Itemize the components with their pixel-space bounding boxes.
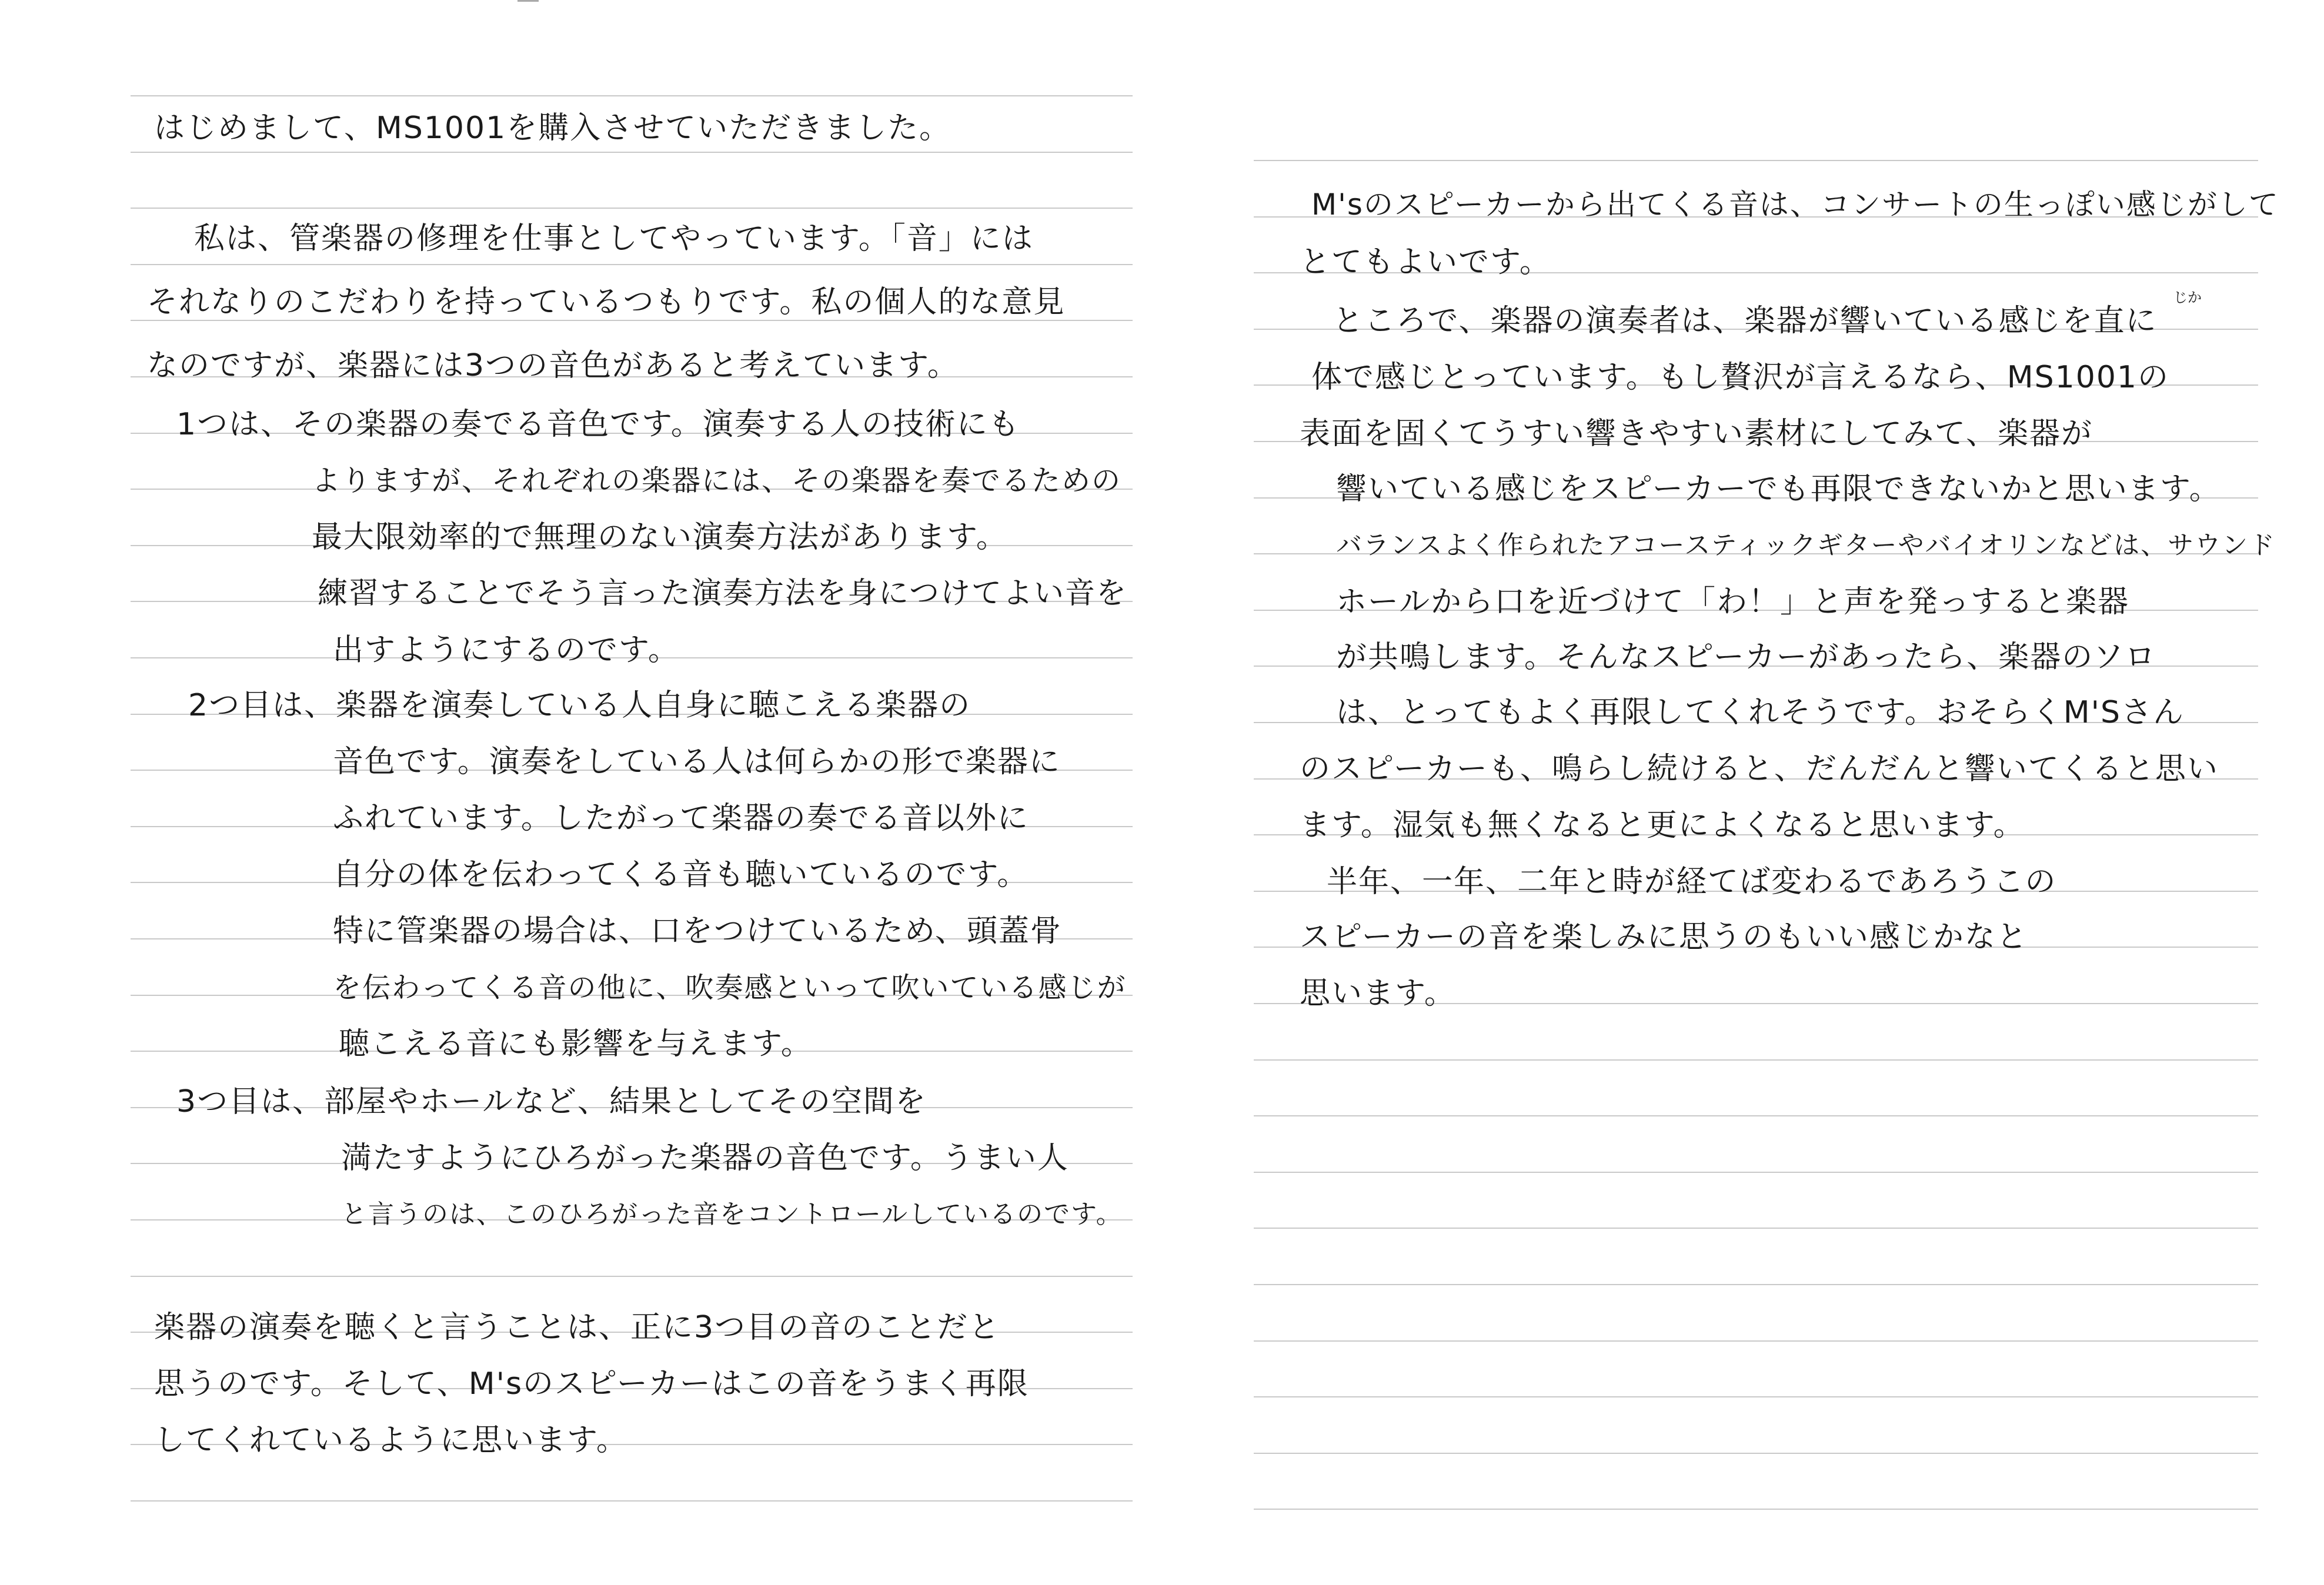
text-line: 表面を固くてうすい響きやすい素材にしてみて、楽器が [1300,416,2093,452]
text-line: 音色です。演奏をしている人は何らかの形で楽器に [333,744,1061,780]
ruled-line [1254,1453,2258,1454]
text-line: 半年、一年、二年と時が経てば変わるであろうこの [1327,864,2057,899]
text-line: を伝わってくる音の他に、吹奏感といって吹いている感じが [333,971,1127,1004]
text-line: 3つ目は、部屋やホールなど、結果としてその空間を [176,1084,927,1119]
right-page [1162,0,2324,1585]
ruled-line [1254,1172,2258,1173]
ruled-line [131,95,1133,96]
text-line: よりますが、それぞれの楽器には、その楽器を奏でるための [312,464,1122,497]
furigana-ji: じか [2173,289,2202,306]
ruled-line [1254,1340,2258,1342]
text-line: 楽器の演奏を聴くと言うことは、正に3つ目の音のことだと [154,1310,1001,1345]
ruled-line [1254,1509,2258,1510]
ruled-line [1254,1228,2258,1229]
text-line: ふれています。したがって楽器の奏でる音以外に [333,801,1029,836]
text-line: スピーカーの音を楽しみに思うのもいい感じかなと [1300,919,2028,955]
text-line: ところで、楽器の演奏者は、楽器が響いている感じを直に [1333,303,2158,339]
text-line: 私は、管楽器の修理を仕事としてやっています。「音」には [194,221,1034,256]
text-line: 思います。 [1300,976,1456,1011]
ruled-line [1254,1115,2258,1116]
text-line: と言うのは、このひろがった音をコントロールしているのです。 [341,1199,1123,1229]
ruled-line [131,1276,1133,1277]
text-line: 満たすようにひろがった楽器の音色です。うまい人 [341,1141,1069,1176]
ruled-line [1254,160,2258,161]
text-line: 思うのです。そして、M'sのスピーカーはこの音をうまく再限 [154,1366,1029,1402]
text-line: が共鳴します。そんなスピーカーがあったら、楽器のソロ [1336,640,2157,675]
text-line: 響いている感じをスピーカーでも再限できないかと思います。 [1336,472,2221,507]
ruled-line [1254,1284,2258,1285]
text-line: ます。湿気も無くなると更によくなると思います。 [1300,808,2025,843]
ruled-line [131,264,1133,265]
text-line: ホールから口を近づけて「わ！」と声を発っすると楽器 [1336,584,2129,620]
text-line: M'sのスピーカーから出てくる音は、コンサートの生っぽい感じがして [1311,188,2279,222]
text-line: バランスよく作られたアコースティックギターやバイオリンなどは、サウンド [1336,530,2276,560]
text-line: 練習することでそう言った演奏方法を身につけてよい音を [318,576,1127,611]
text-line: してくれているように思います。 [154,1423,628,1458]
text-line: 1つは、その楽器の奏でる音色です。演奏する人の技術にも [176,407,1020,442]
ruled-line [131,208,1133,209]
text-line: なのですが、楽器には3つの音色があると考えています。 [147,348,959,383]
text-line: 2つ目は、楽器を演奏している人自身に聴こえる楽器の [188,688,971,723]
ruled-line [1254,1396,2258,1397]
text-line: 最大限効率的で無理のない演奏方法があります。 [312,520,1008,555]
ruled-line [131,1500,1133,1502]
text-line: 自分の体を伝わってくる音も聴いているのです。 [333,857,1029,892]
text-line: 出すようにするのです。 [333,633,680,668]
ruled-line [131,152,1133,153]
text-line: 特に管楽器の場合は、口をつけているため、頭蓋骨 [333,914,1062,949]
text-line: は、とってもよく再限してくれそうです。おそらくM'Sさん [1336,695,2185,730]
text-line: 体で感じとっています。もし贅沢が言えるなら、MS1001の [1311,360,2170,395]
text-line: 聴こえる音にも影響を与えます。 [339,1026,813,1062]
text-line: はじめまして、MS1001を購入させていただきました。 [154,111,951,146]
text-line: とてもよいです。 [1300,245,1551,280]
text-line: のスピーカーも、鳴らし続けると、だんだんと響いてくると思い [1300,751,2219,787]
text-line: それなりのこだわりを持っているつもりです。私の個人的な意見 [147,285,1066,320]
ruled-line [1254,1059,2258,1061]
